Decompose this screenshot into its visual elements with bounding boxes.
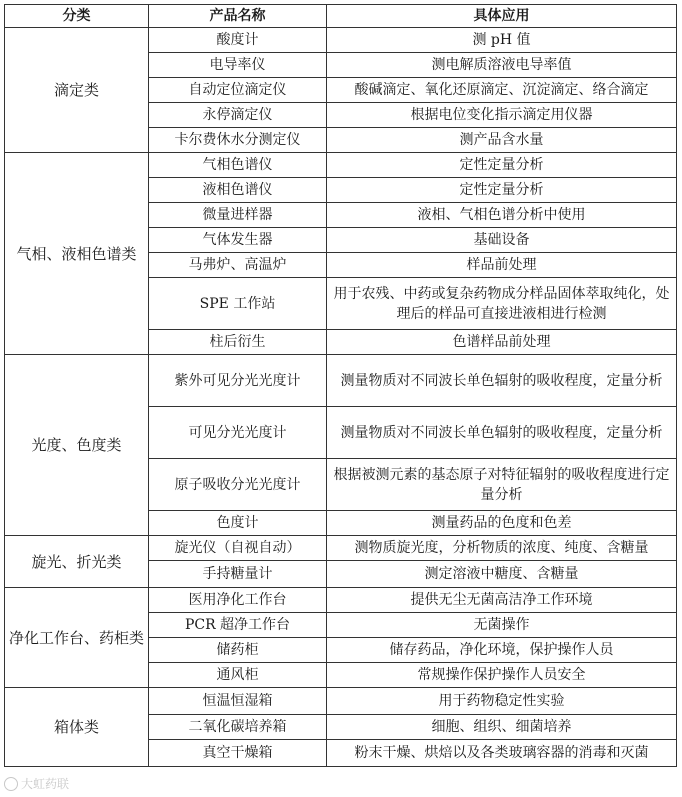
application-cell: 无菌操作: [327, 613, 677, 638]
table-body: [5, 28, 677, 767]
category-cell: 光度、色度类: [5, 355, 149, 536]
category-cell: 滴定类: [5, 28, 149, 153]
product-cell: 原子吸收分光光度计: [149, 459, 327, 511]
table-row: [5, 153, 677, 178]
category-cell: 箱体类: [5, 688, 149, 767]
product-cell: SPE 工作站: [149, 278, 327, 330]
application-cell: 液相、气相色谱分析中使用: [327, 203, 677, 228]
product-cell: 电导率仪: [149, 53, 327, 78]
application-cell: 基础设备: [327, 228, 677, 253]
product-cell: 储药柜: [149, 638, 327, 663]
product-cell: 手持糖量计: [149, 561, 327, 588]
table-row: [5, 588, 677, 613]
application-cell: 测定溶液中糖度、含糖量: [327, 561, 677, 588]
category-cell: 气相、液相色谱类: [5, 153, 149, 355]
application-cell: 常规操作保护操作人员安全: [327, 663, 677, 688]
product-cell: 真空干燥箱: [149, 740, 327, 767]
category-cell: 旋光、折光类: [5, 536, 149, 588]
product-cell: 微量进样器: [149, 203, 327, 228]
watermark: [4, 775, 69, 792]
application-cell: 根据被测元素的基态原子对特征辐射的吸收程度进行定量分析: [327, 459, 677, 511]
watermark-text: 大虹药联: [21, 777, 70, 791]
product-cell: 旋光仪（自视自动）: [149, 536, 327, 561]
product-cell: PCR 超净工作台: [149, 613, 327, 638]
product-cell: 色度计: [149, 511, 327, 536]
application-cell: 酸碱滴定、氧化还原滴定、沉淀滴定、络合滴定: [327, 78, 677, 103]
table-row: [5, 688, 677, 715]
application-cell: 提供无尘无菌高洁净工作环境: [327, 588, 677, 613]
application-cell: 测 pH 值: [327, 28, 677, 53]
product-cell: 卡尔费休水分测定仪: [149, 128, 327, 153]
application-cell: 用于农残、中药或复杂药物成分样品固体萃取纯化，处理后的样品可直接进液相进行检测: [327, 278, 677, 330]
product-cell: 二氧化碳培养箱: [149, 715, 327, 740]
product-cell: 自动定位滴定仪: [149, 78, 327, 103]
application-cell: 定性定量分析: [327, 178, 677, 203]
application-cell: 根据电位变化指示滴定用仪器: [327, 103, 677, 128]
application-cell: 色谱样品前处理: [327, 330, 677, 355]
application-cell: 测量药品的色度和色差: [327, 511, 677, 536]
product-cell: 通风柜: [149, 663, 327, 688]
product-cell: 柱后衍生: [149, 330, 327, 355]
product-cell: 气体发生器: [149, 228, 327, 253]
application-cell: 储存药品，净化环境，保护操作人员: [327, 638, 677, 663]
product-cell: 液相色谱仪: [149, 178, 327, 203]
table-row: [5, 355, 677, 407]
header-application: 具体应用: [327, 5, 677, 28]
header-product: 产品名称: [149, 5, 327, 28]
application-cell: 测量物质对不同波长单色辐射的吸收程度，定量分析: [327, 407, 677, 459]
table-row: [5, 536, 677, 561]
product-cell: 气相色谱仪: [149, 153, 327, 178]
header-category: 分类: [5, 5, 149, 28]
category-cell: 净化工作台、药柜类: [5, 588, 149, 688]
instrument-table: [4, 4, 677, 767]
product-cell: 永停滴定仪: [149, 103, 327, 128]
application-cell: 粉末干燥、烘焙以及各类玻璃容器的消毒和灭菌: [327, 740, 677, 767]
watermark-logo-icon: [4, 777, 18, 791]
application-cell: 样品前处理: [327, 253, 677, 278]
header-row: [5, 5, 677, 28]
product-cell: 酸度计: [149, 28, 327, 53]
application-cell: 定性定量分析: [327, 153, 677, 178]
product-cell: 可见分光光度计: [149, 407, 327, 459]
application-cell: 细胞、组织、细菌培养: [327, 715, 677, 740]
product-cell: 紫外可见分光光度计: [149, 355, 327, 407]
application-cell: 测电解质溶液电导率值: [327, 53, 677, 78]
application-cell: 用于药物稳定性实验: [327, 688, 677, 715]
application-cell: 测物质旋光度，分析物质的浓度、纯度、含糖量: [327, 536, 677, 561]
product-cell: 马弗炉、高温炉: [149, 253, 327, 278]
application-cell: 测产品含水量: [327, 128, 677, 153]
table-row: [5, 28, 677, 53]
product-cell: 医用净化工作台: [149, 588, 327, 613]
product-cell: 恒温恒湿箱: [149, 688, 327, 715]
application-cell: 测量物质对不同波长单色辐射的吸收程度，定量分析: [327, 355, 677, 407]
